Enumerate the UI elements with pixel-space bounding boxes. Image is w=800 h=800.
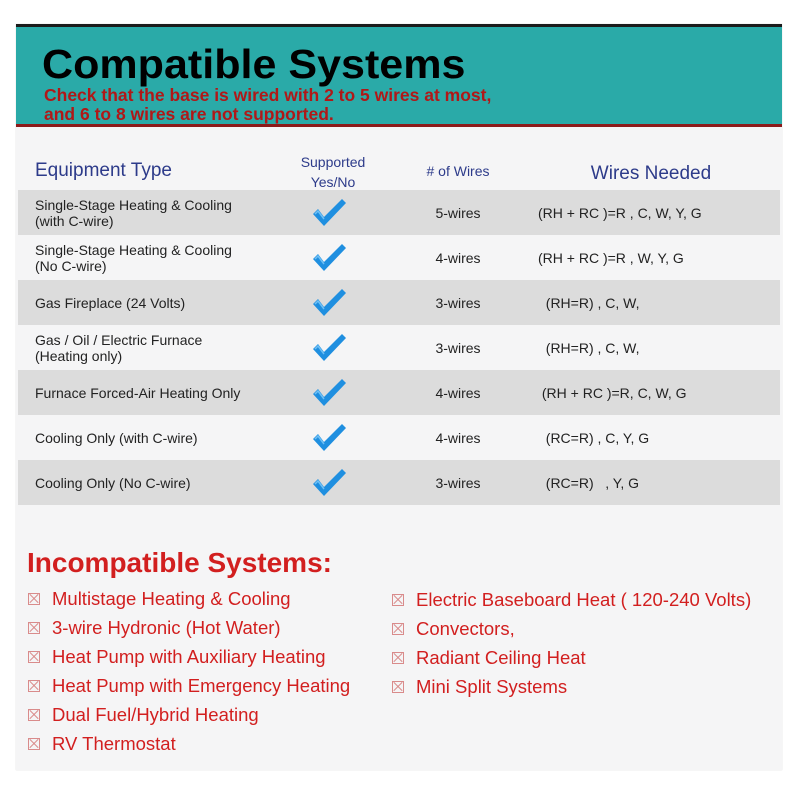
incompatible-item-label: Heat Pump with Emergency Heating <box>52 674 351 696</box>
num-wires-cell: 5-wires <box>435 204 481 221</box>
wires-needed-cell: (RH + RC )=R, C, W, G <box>538 384 687 401</box>
incompatible-item <box>28 729 350 758</box>
equipment-type-text <box>35 332 202 364</box>
checkmark-icon <box>311 378 351 408</box>
num-wires-cell: 4-wires <box>435 384 481 401</box>
equipment-type-text <box>35 475 191 491</box>
incompatible-item <box>392 614 751 643</box>
equipment-type-cell <box>35 325 285 370</box>
incompatible-item <box>28 613 350 642</box>
checkmark-icon <box>311 333 351 363</box>
incompatible-item-label: Radiant Ceiling Heat <box>416 646 586 668</box>
x-box-icon <box>392 623 404 635</box>
table-row <box>18 325 780 370</box>
table-row <box>18 370 780 415</box>
header-supported-line-2: Yes/No <box>310 174 356 190</box>
incompatible-item-label: Heat Pump with Auxiliary Heating <box>52 645 326 667</box>
equipment-line-1: Cooling Only (with C-wire) <box>35 429 198 446</box>
equipment-type-text <box>35 295 185 311</box>
header-supported <box>288 152 378 192</box>
table-header <box>18 142 780 190</box>
equipment-type-cell <box>35 190 285 235</box>
page-title: Compatible Systems <box>42 41 466 87</box>
equipment-type-text <box>35 385 240 401</box>
incompatible-item <box>28 700 350 729</box>
wires-needed-cell: (RH=R) , C, W, <box>538 294 640 311</box>
num-wires-cell: 4-wires <box>435 429 481 446</box>
wires-needed-cell: (RH + RC )=R , W, Y, G <box>538 249 684 266</box>
equipment-type-cell <box>35 370 285 415</box>
subtitle-line-2: and 6 to 8 wires are not supported. <box>44 104 334 124</box>
incompatible-item <box>392 672 751 701</box>
incompatible-item <box>392 585 751 614</box>
table-row <box>18 235 780 280</box>
num-wires-cell: 3-wires <box>435 294 481 311</box>
table-row <box>18 460 780 505</box>
equipment-line-1: Furnace Forced-Air Heating Only <box>35 384 241 401</box>
header-equipment-type: Equipment Type <box>35 160 172 181</box>
x-box-icon <box>392 652 404 664</box>
table-row <box>18 190 780 235</box>
equipment-line-1: Cooling Only (No C-wire) <box>35 474 191 491</box>
equipment-line-2: (with C-wire) <box>35 212 114 229</box>
wires-needed-cell: (RH + RC )=R , C, W, Y, G <box>538 204 702 221</box>
equipment-type-cell <box>35 460 285 505</box>
equipment-line-2: (Heating only) <box>35 347 123 364</box>
incompatible-item-label: RV Thermostat <box>52 732 176 754</box>
incompatible-item <box>28 584 350 613</box>
equipment-type-text <box>35 197 232 229</box>
equipment-type-cell <box>35 235 285 280</box>
wires-needed-cell: (RC=R) , Y, G <box>538 474 640 491</box>
checkmark-icon <box>311 468 351 498</box>
equipment-type-cell <box>35 280 285 325</box>
incompatible-item-label: 3-wire Hydronic (Hot Water) <box>52 616 281 638</box>
incompatible-item-label: Dual Fuel/Hybrid Heating <box>52 703 259 725</box>
header-wires-needed: Wires Needed <box>590 163 712 184</box>
wires-needed-cell: (RC=R) , C, Y, G <box>538 429 650 446</box>
incompatible-list-right <box>392 585 751 701</box>
equipment-type-text <box>35 242 232 274</box>
incompatible-title: Incompatible Systems: <box>27 547 332 578</box>
header-subtitle <box>44 86 491 124</box>
x-box-icon <box>28 622 40 634</box>
x-box-icon <box>392 594 404 606</box>
equipment-type-cell <box>35 415 285 460</box>
num-wires-cell: 3-wires <box>435 474 481 491</box>
equipment-line-1: Single-Stage Heating & Cooling <box>35 196 232 213</box>
header-banner <box>16 24 782 127</box>
checkmark-icon <box>311 243 351 273</box>
incompatible-item <box>392 643 751 672</box>
equipment-line-1: Gas / Oil / Electric Furnace <box>35 331 203 348</box>
x-box-icon <box>28 738 40 750</box>
subtitle-line-1: Check that the base is wired with 2 to 5 wires at most, <box>44 85 492 105</box>
checkmark-icon <box>311 288 351 318</box>
header-supported-line-1: Supported <box>300 154 366 170</box>
table-row <box>18 280 780 325</box>
header-num-wires: # of Wires <box>426 163 490 179</box>
incompatible-item <box>28 671 350 700</box>
incompatible-list-left <box>28 584 350 758</box>
checkmark-icon <box>311 423 351 453</box>
x-box-icon <box>28 680 40 692</box>
wires-needed-cell: (RH=R) , C, W, <box>538 339 640 356</box>
num-wires-cell: 3-wires <box>435 339 481 356</box>
num-wires-cell: 4-wires <box>435 249 481 266</box>
table-body <box>18 190 780 505</box>
incompatible-item-label: Multistage Heating & Cooling <box>52 587 291 609</box>
incompatible-item-label: Mini Split Systems <box>416 675 568 697</box>
table-row <box>18 415 780 460</box>
equipment-line-2: (No C-wire) <box>35 257 107 274</box>
x-box-icon <box>28 709 40 721</box>
incompatible-item-label: Convectors, <box>416 617 515 639</box>
x-box-icon <box>392 681 404 693</box>
incompatible-item-label: Electric Baseboard Heat ( 120-240 Volts) <box>416 588 752 610</box>
compatibility-table <box>18 142 780 505</box>
x-box-icon <box>28 651 40 663</box>
incompatible-item <box>28 642 350 671</box>
equipment-type-text <box>35 430 198 446</box>
checkmark-icon <box>311 198 351 228</box>
equipment-line-1: Gas Fireplace (24 Volts) <box>35 294 186 311</box>
equipment-line-1: Single-Stage Heating & Cooling <box>35 241 232 258</box>
x-box-icon <box>28 593 40 605</box>
